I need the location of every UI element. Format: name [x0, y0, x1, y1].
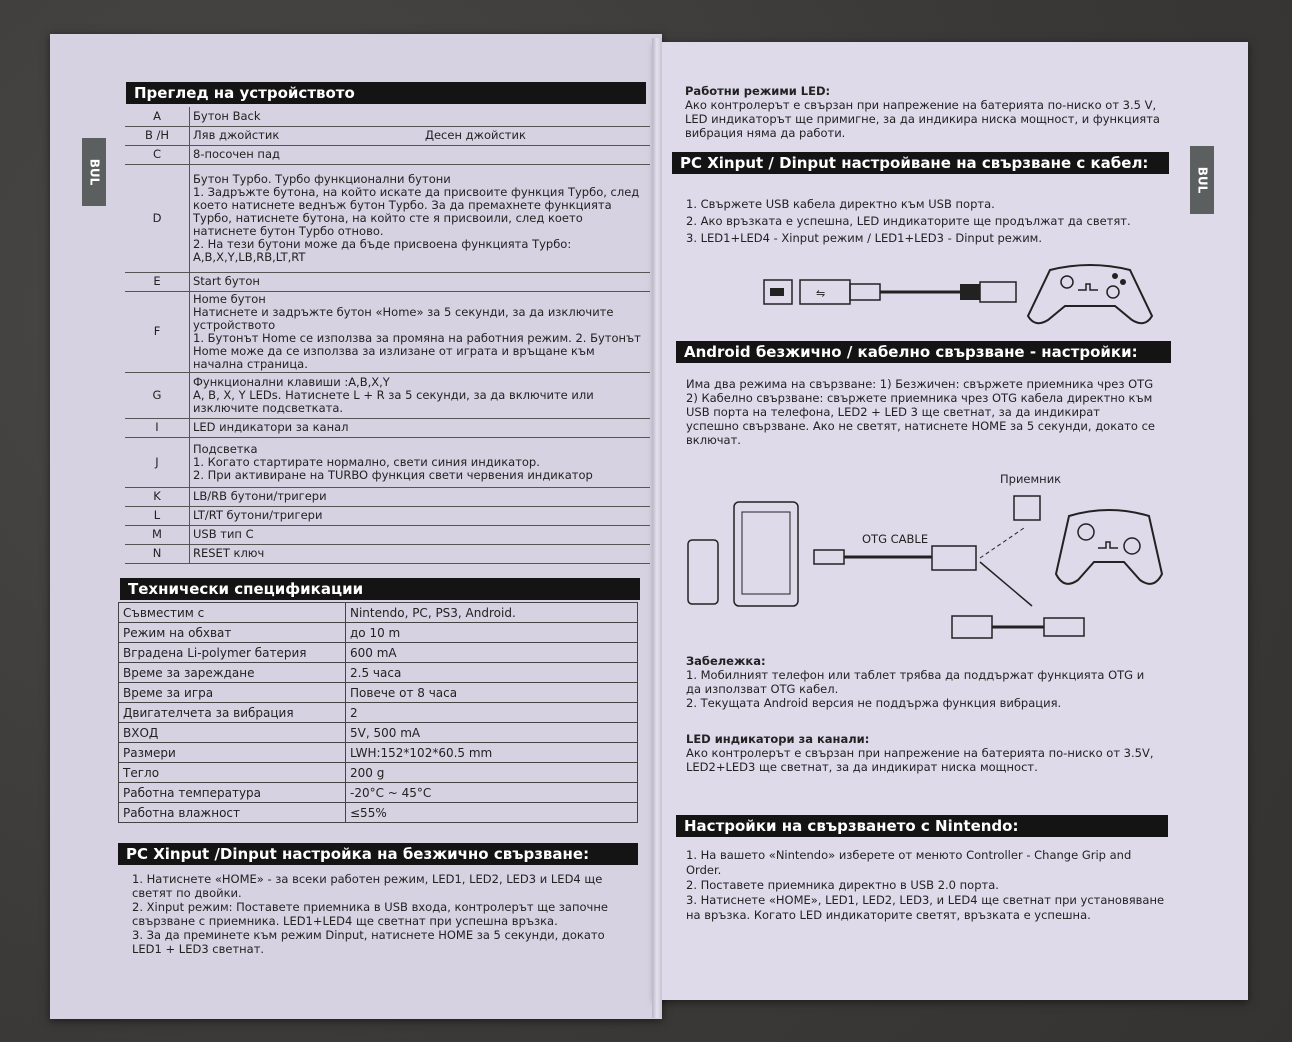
note-line: 2. Текущата Android версия не поддържа функция вибрация. — [686, 696, 1062, 710]
row-key: A — [125, 107, 190, 126]
spec-label: Двигателчета за вибрация — [119, 703, 346, 723]
row-key: M — [125, 525, 190, 544]
instruction-line: 1. Натиснете «HOME» - за всеки работен режим, LED1, LED2, LED3 и LED4 ще светят по двойки. — [132, 872, 603, 900]
spec-label: Работна температура — [119, 783, 346, 803]
spec-value: Повече от 8 часа — [346, 683, 638, 703]
spec-value: 2 — [346, 703, 638, 723]
table-row — [119, 743, 638, 763]
receiver-label: Приемник — [1000, 472, 1062, 486]
table-row — [119, 603, 638, 623]
row-key: I — [125, 418, 190, 437]
spec-label: Съвместим с — [119, 603, 346, 623]
note-title: Забележка: — [686, 654, 766, 668]
table-row — [119, 623, 638, 643]
row-value: Бутон Back — [190, 107, 651, 126]
row-line: 2. На тези бутони може да бъде присвоена функцията Турбо: A,B,X,Y,LB,RB,LT,RT — [193, 236, 572, 264]
spec-value: ≤55% — [346, 803, 638, 823]
row-key: F — [125, 291, 190, 372]
led-modes-block — [685, 84, 1165, 140]
spec-label: ВХОД — [119, 723, 346, 743]
row-line: Бутон Турбо. Турбо функционални бутони — [193, 171, 451, 186]
row-line: 1. Когато стартирате нормално, свети синия индикатор. — [193, 454, 540, 469]
row-value: LED индикатори за канал — [190, 418, 651, 437]
row-value — [190, 126, 651, 145]
android-connection-illustration — [684, 490, 1164, 650]
language-tab-right: BUL — [1190, 146, 1214, 214]
row-line: Натиснете и задръжте бутон «Home» за 5 секунди, за да изключите устройството — [193, 304, 614, 332]
specs-table — [118, 602, 638, 823]
instruction-line: 3. LED1+LED4 - Xinput режим / LED1+LED3 - Dinput режим. — [686, 231, 1043, 245]
spec-label: Тегло — [119, 763, 346, 783]
row-key: N — [125, 544, 190, 563]
row-value — [190, 372, 651, 418]
row-value — [190, 437, 651, 487]
spec-value: LWH:152*102*60.5 mm — [346, 743, 638, 763]
spec-label: Работна влажност — [119, 803, 346, 823]
table-row — [119, 703, 638, 723]
table-row — [119, 783, 638, 803]
table-row — [125, 506, 650, 525]
channel-led-block — [686, 732, 1156, 774]
spec-value: Nintendo, PC, PS3, Android. — [346, 603, 638, 623]
row-value: RESET ключ — [190, 544, 651, 563]
row-line: 1. Бутонът Home се използва за промяна на работния режим. 2. Бутонът Home може да се използва за излизане от играта и връщане към начална страница. — [193, 330, 641, 371]
row-key: C — [125, 145, 190, 164]
table-row — [119, 663, 638, 683]
tablet-icon — [734, 502, 798, 606]
table-row — [125, 107, 650, 126]
spec-label: Вградена Li-polymer батерия — [119, 643, 346, 663]
row-line: Home бутон — [193, 291, 266, 306]
booklet-spine — [652, 38, 662, 1018]
instruction-line: 3. Натиснете «HOME», LED1, LED2, LED3, и LED4 ще светнат при установяване на връзка. Когато LED индикаторите светят, връзката е успешна. — [686, 893, 1165, 922]
otg-adapter-icon — [932, 546, 976, 570]
table-row — [125, 272, 650, 291]
instruction-line: 2. Ако връзката е успешна, LED индикаторите ще продължат да светят. — [686, 214, 1131, 228]
spec-value: -20°C ~ 45°C — [346, 783, 638, 803]
wireless-instructions — [132, 872, 637, 956]
table-row — [119, 763, 638, 783]
wireless-title: PC Xinput /Dinput настройка на безжично свързване: — [118, 843, 638, 865]
micro-usb-plug-icon — [814, 550, 844, 564]
row-value: LT/RT бутони/тригери — [190, 506, 651, 525]
instruction-line: 2) Кабелно свързване: свържете приемника чрез OTG кабела директно към USB порта на телефона, LED2 + LED 3 ще светнат, за да индикират успешно свързване. Ако не светят, натиснете HOME за 5 секунди, докато се включат. — [686, 391, 1155, 447]
specs-title: Технически спецификации — [120, 578, 640, 600]
instruction-line: Има два режима на свързване: 1) Безжичен: свържете приемника чрез OTG — [686, 377, 1154, 391]
table-row — [125, 525, 650, 544]
instruction-line: 1. Свържете USB кабела директно към USB порта. — [686, 197, 995, 211]
row-key: J — [125, 437, 190, 487]
table-row — [125, 544, 650, 563]
table-row — [125, 437, 650, 487]
table-row — [119, 723, 638, 743]
row-value: Start бутон — [190, 272, 651, 291]
table-row — [125, 487, 650, 506]
right-joystick-label: Десен джойстик — [425, 128, 526, 142]
row-value: LB/RB бутони/тригери — [190, 487, 651, 506]
usb-plug-icon — [952, 616, 992, 638]
left-joystick-label: Ляв джойстик — [193, 128, 280, 142]
row-key: G — [125, 372, 190, 418]
controller-icon — [1028, 265, 1152, 323]
table-row — [125, 164, 650, 272]
row-key: D — [125, 164, 190, 272]
language-tab-left: BUL — [82, 138, 106, 206]
spec-label: Размери — [119, 743, 346, 763]
spec-label: Време за игра — [119, 683, 346, 703]
table-row — [125, 291, 650, 372]
instruction-line: 3. За да преминете към режим Dinput, натиснете HOME за 5 секунди, докато LED1 + LED3 светнат. — [132, 928, 605, 956]
row-key: B /H — [125, 126, 190, 145]
row-line: A, B, X, Y LEDs. Натиснете L + R за 5 секунди, за да включите или изключите подсветката. — [193, 387, 594, 415]
table-row — [125, 126, 650, 145]
spec-label: Време за зареждане — [119, 663, 346, 683]
spec-value: 600 mA — [346, 643, 638, 663]
phone-icon — [688, 540, 718, 604]
android-instructions — [686, 377, 1156, 447]
note-block — [686, 654, 1156, 710]
nintendo-title: Настройки на свързването с Nintendo: — [676, 815, 1168, 837]
row-line: 1. Задръжте бутона, на който искате да присвоите функция Турбо, след което натиснете веднъж бутон Турбо. За да премахнете функцията Турбо, натиснете бутона, на който сте я присвоили, след което натиснете бутон Турбо отново. — [193, 184, 640, 238]
row-line: 2. При активиране на TURBO функция свети червения индикатор — [193, 467, 593, 482]
note-line: 1. Мобилният телефон или таблет трябва да поддържат функцията OTG и да използват OTG кабел. — [686, 668, 1145, 696]
row-line: Функционални клавиши :A,B,X,Y — [193, 374, 390, 389]
spec-label: Режим на обхват — [119, 623, 346, 643]
wired-title: PC Xinput / Dinput настройване на свързване с кабел: — [672, 152, 1169, 174]
row-key: E — [125, 272, 190, 291]
table-row — [119, 643, 638, 663]
spec-value: 2.5 часа — [346, 663, 638, 683]
overview-title: Преглед на устройството — [126, 82, 646, 104]
controller-icon — [1056, 510, 1162, 584]
instruction-line: 1. На вашето «Nintendo» изберете от менюто Controller - Change Grip and Order. — [686, 848, 1132, 877]
row-key: K — [125, 487, 190, 506]
spec-value: 200 g — [346, 763, 638, 783]
wired-instructions — [686, 196, 1166, 247]
row-value — [190, 164, 651, 272]
receiver-icon — [1014, 496, 1040, 520]
table-row — [125, 145, 650, 164]
svg-text:⇋: ⇋ — [816, 287, 826, 300]
table-row — [119, 683, 638, 703]
led-modes-text: Ако контролерът е свързан при напрежение на батерията по-ниско от 3.5 V, LED индикаторът ще примигне, за да индикира ниска мощност, и функцията вибрация няма да работи. — [685, 98, 1160, 140]
row-value: 8-посочен пад — [190, 145, 651, 164]
spec-value: до 10 m — [346, 623, 638, 643]
android-title: Android безжично / кабелно свързване - настройки: — [676, 341, 1171, 363]
instruction-line: 2. Xinput режим: Поставете приемника в USB входа, контролерът ще започне свързване с приемника. LED1+LED4 ще светнат при успешна връзка. — [132, 900, 608, 928]
row-line: Подсветка — [193, 441, 258, 456]
usb-c-plug-icon — [980, 282, 1016, 302]
table-row — [125, 418, 650, 437]
table-row — [119, 803, 638, 823]
channel-led-text: Ако контролерът е свързан при напрежение на батерията по-ниско от 3.5V, LED2+LED3 ще светнат, за да индикират ниска мощност. — [686, 746, 1154, 774]
channel-led-title: LED индикатори за канали: — [686, 732, 870, 746]
instruction-line: 2. Поставете приемника директно в USB 2.0 порта. — [686, 878, 999, 892]
spec-value: 5V, 500 mA — [346, 723, 638, 743]
nintendo-instructions — [686, 848, 1166, 923]
table-row — [125, 372, 650, 418]
overview-table — [125, 107, 650, 564]
row-key: L — [125, 506, 190, 525]
led-modes-title: Работни режими LED: — [685, 84, 831, 98]
otg-cable-label: OTG CABLE — [862, 532, 929, 546]
row-value: USB тип C — [190, 525, 651, 544]
row-value — [190, 291, 651, 372]
usb-c-plug-icon — [1044, 618, 1084, 636]
wired-connection-illustration — [760, 258, 1160, 330]
